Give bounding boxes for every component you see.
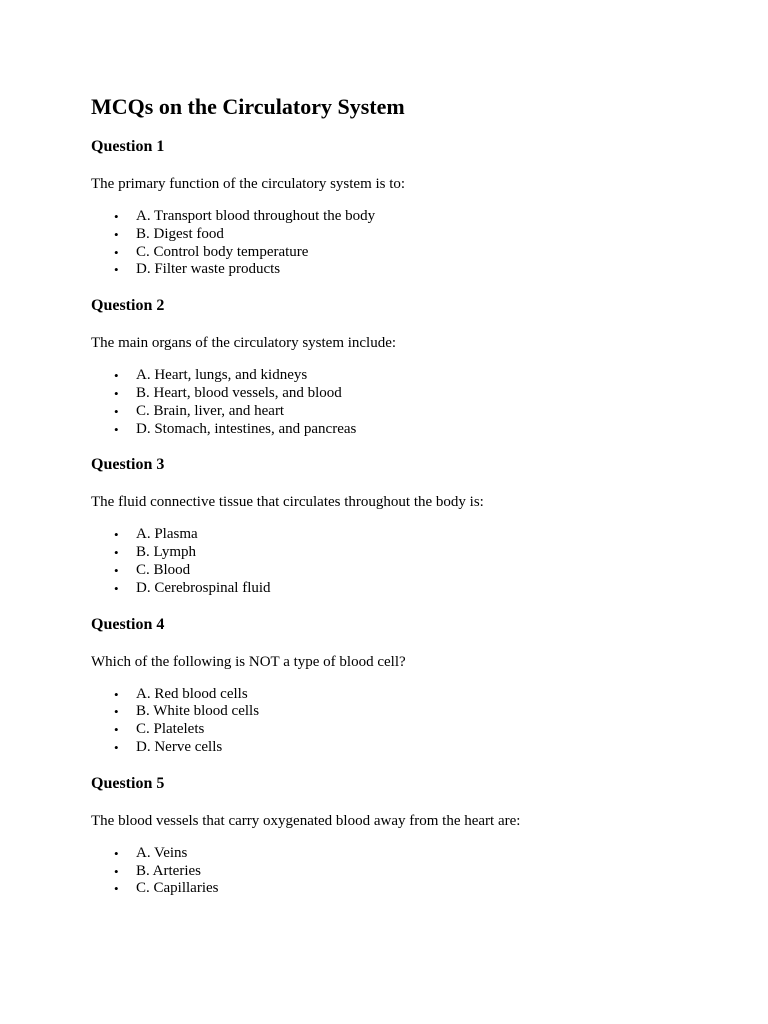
question-prompt: The blood vessels that carry oxygenated blood away from the heart are: — [91, 812, 521, 829]
answer-option: • B. Heart, blood vessels, and blood — [136, 385, 711, 403]
answer-option: • C. Capillaries — [136, 880, 711, 898]
question-heading: Question 5 — [91, 774, 165, 792]
answer-options-list — [91, 686, 711, 757]
question-2 — [91, 295, 711, 438]
document-title: MCQs on the Circulatory System — [91, 94, 405, 119]
answer-option: • B. White blood cells — [136, 703, 711, 721]
answer-option: • A. Veins — [136, 845, 711, 863]
question-4 — [91, 614, 711, 757]
answer-options-list — [91, 845, 711, 898]
question-heading: Question 3 — [91, 456, 165, 474]
answer-options-list — [91, 208, 711, 279]
answer-option: • A. Red blood cells — [136, 686, 711, 704]
answer-option: • C. Brain, liver, and heart — [136, 403, 711, 421]
question-prompt: The fluid connective tissue that circulates throughout the body is: — [91, 494, 484, 511]
answer-option: • A. Plasma — [136, 526, 711, 544]
answer-option: • C. Blood — [136, 562, 711, 580]
question-heading: Question 4 — [91, 615, 165, 633]
answer-option: • B. Lymph — [136, 544, 711, 562]
answer-option: • B. Arteries — [136, 863, 711, 881]
answer-option: • A. Transport blood throughout the body — [136, 208, 711, 226]
answer-option: • A. Heart, lungs, and kidneys — [136, 367, 711, 385]
answer-option: • D. Stomach, intestines, and pancreas — [136, 421, 711, 439]
question-heading: Question 1 — [91, 138, 165, 155]
answer-option: • C. Platelets — [136, 721, 711, 739]
question-3 — [91, 454, 711, 597]
answer-option: • D. Filter waste products — [136, 261, 711, 279]
question-heading: Question 2 — [91, 297, 165, 315]
answer-option: • B. Digest food — [136, 226, 711, 244]
answer-options-list — [91, 526, 711, 597]
question-5 — [91, 773, 711, 898]
document-page — [91, 92, 711, 898]
question-1 — [91, 136, 711, 279]
question-prompt: The primary function of the circulatory system is to: — [91, 176, 406, 192]
answer-option: • D. Nerve cells — [136, 739, 711, 757]
question-prompt: Which of the following is NOT a type of blood cell? — [91, 653, 406, 670]
answer-options-list — [91, 367, 711, 438]
question-prompt: The main organs of the circulatory system include: — [91, 335, 397, 352]
answer-option: • C. Control body temperature — [136, 244, 711, 262]
answer-option: • D. Cerebrospinal fluid — [136, 580, 711, 598]
